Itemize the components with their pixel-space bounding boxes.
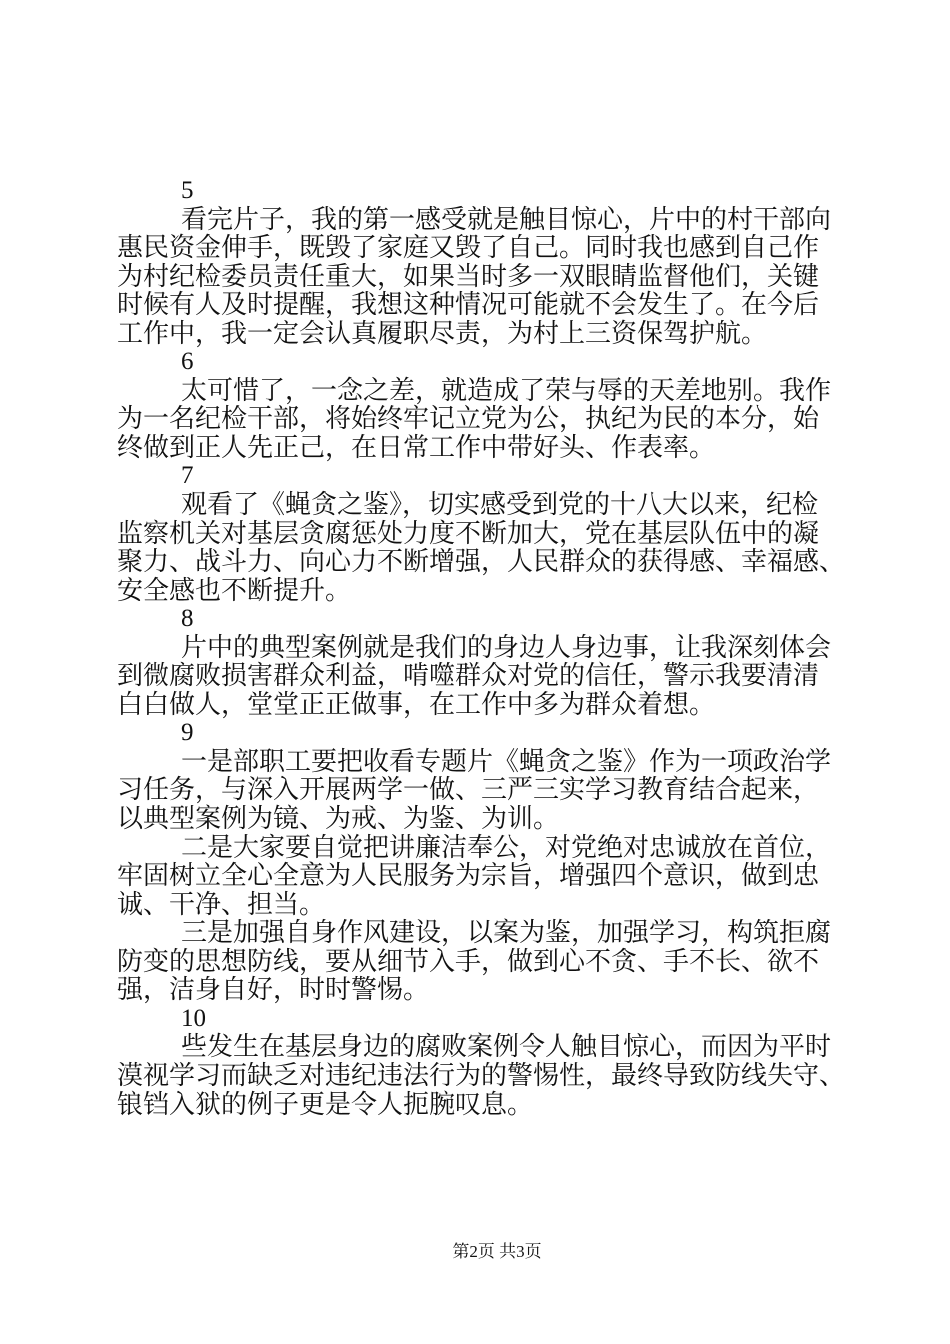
- paragraph-line: 时候有人及时提醒，我想这种情况可能就不会发生了。在今后: [117, 290, 820, 320]
- paragraph: [117, 748, 877, 834]
- paragraph-line: 监察机关对基层贪腐惩处力度不断加大，党在基层队伍中的凝: [117, 518, 820, 548]
- paragraph-line: 防变的思想防线，要从细节入手，做到心不贪、手不长、欲不: [117, 946, 820, 976]
- paragraph-line: 牢固树立全心全意为人民服务为宗旨，增强四个意识，做到忠: [117, 861, 820, 891]
- paragraph-line: 看完片子，我的第一感受就是触目惊心，片中的村干部向: [181, 204, 832, 234]
- paragraph: [117, 377, 877, 463]
- paragraph: [117, 834, 877, 920]
- paragraph: [117, 1033, 877, 1119]
- paragraph-line: 为一名纪检干部，将始终牢记立党为公，执纪为民的本分，始: [117, 404, 820, 434]
- paragraph-line: 惠民资金伸手，既毁了家庭又毁了自己。同时我也感到自己作: [117, 233, 820, 263]
- page-number-label: 第2页 共3页: [452, 1242, 542, 1261]
- section-number: 10: [181, 1004, 206, 1032]
- section-7: [117, 462, 877, 605]
- paragraph-line: 太可惜了，一念之差，就造成了荣与辱的天差地别。我作: [181, 375, 832, 405]
- paragraph-line: 二是大家要自觉把讲廉洁奉公，对党绝对忠诚放在首位，: [181, 832, 832, 862]
- paragraph-line: 漠视学习而缺乏对违纪违法行为的警惕性，最终导致防线失守、: [117, 1060, 846, 1090]
- section-number: 7: [181, 462, 194, 490]
- paragraph-line: 强，洁身自好，时时警惕。: [117, 975, 430, 1005]
- section-number: 5: [181, 177, 194, 204]
- paragraph-line: 诚、干净、担当。: [117, 889, 326, 919]
- paragraph-line: 工作中，我一定会认真履职尽责，为村上三资保驾护航。: [117, 318, 768, 348]
- section-10: [117, 1005, 877, 1119]
- section-number: 6: [181, 348, 194, 376]
- paragraph-line: 观看了《蝇贪之鉴》，切实感受到党的十八大以来，纪检: [181, 490, 819, 520]
- page-footer: [397, 1240, 597, 1264]
- paragraph-line: 聚力、战斗力、向心力不断增强，人民群众的获得感、幸福感、: [117, 547, 846, 577]
- paragraph: [117, 919, 877, 1005]
- section-9: [117, 719, 877, 1004]
- paragraph-line: 终做到正人先正己，在日常工作中带好头、作表率。: [117, 432, 716, 462]
- section-8: [117, 605, 877, 719]
- paragraph: [117, 206, 877, 349]
- paragraph-line: 片中的典型案例就是我们的身边人身边事，让我深刻体会: [181, 632, 832, 662]
- paragraph: [117, 491, 877, 605]
- paragraph-line: 以典型案例为镜、为戒、为鉴、为训。: [117, 804, 560, 834]
- document-body: [117, 177, 877, 1119]
- paragraph-line: 锒铛入狱的例子更是令人扼腕叹息。: [117, 1089, 534, 1119]
- paragraph-line: 安全感也不断提升。: [117, 575, 352, 605]
- section-6: [117, 348, 877, 462]
- paragraph-line: 习任务，与深入开展两学一做、三严三实学习教育结合起来，: [117, 775, 820, 805]
- paragraph: [117, 634, 877, 720]
- paragraph-line: 到微腐败损害群众利益，啃噬群众对党的信任，警示我要清清: [117, 661, 820, 691]
- section-5: [117, 177, 877, 348]
- paragraph-line: 为村纪检委员责任重大，如果当时多一双眼睛监督他们，关键: [117, 261, 820, 291]
- section-number: 9: [181, 719, 194, 747]
- paragraph-line: 些发生在基层身边的腐败案例令人触目惊心，而因为平时: [181, 1032, 832, 1062]
- paragraph-line: 白白做人，堂堂正正做事，在工作中多为群众着想。: [117, 689, 716, 719]
- paragraph-line: 一是部职工要把收看专题片《蝇贪之鉴》作为一项政治学: [181, 746, 832, 776]
- paragraph-line: 三是加强自身作风建设，以案为鉴，加强学习，构筑拒腐: [181, 918, 832, 948]
- section-number: 8: [181, 605, 194, 633]
